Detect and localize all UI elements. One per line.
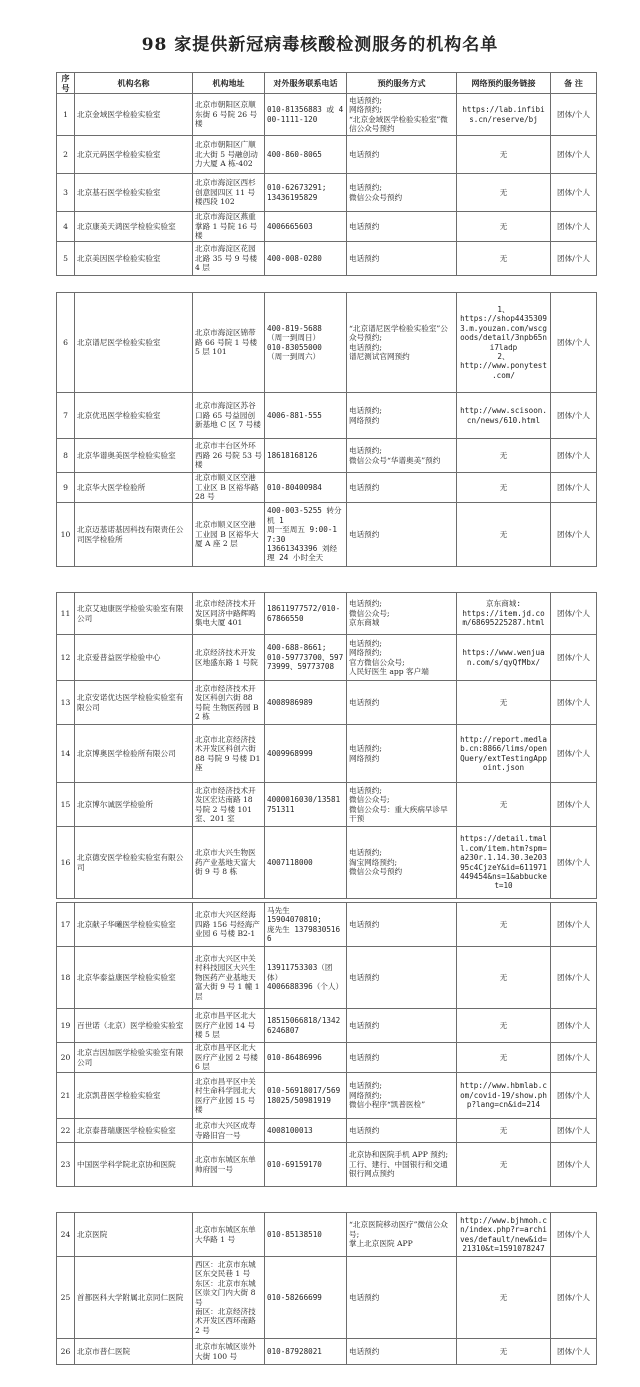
service-scope: 团体/个人 <box>551 947 597 1009</box>
contact-phone: 4006665603 <box>265 212 347 242</box>
institution-address: 北京市昌平区北大医疗产业园 14 号楼 5 层 <box>193 1009 265 1043</box>
service-scope: 团体/个人 <box>551 439 597 473</box>
institution-name: 北京基石医学检验实验室 <box>75 174 193 212</box>
institution-name: 北京迈基诺基因科技有限责任公司医学检验所 <box>75 503 193 567</box>
table-block <box>56 72 597 276</box>
institution-address: 北京市经济技术开发区宏达南路 18 号院 2 号楼 101 室、201 室 <box>193 783 265 827</box>
row-number: 16 <box>57 827 75 899</box>
booking-link: 无 <box>457 212 551 242</box>
page-title: 98 家提供新冠病毒核酸检测服务的机构名单 <box>141 35 499 55</box>
booking-link: 无 <box>457 903 551 947</box>
contact-phone: 4008986989 <box>265 681 347 725</box>
institution-address: 北京经济技术开发区地盛东路 1 号院 <box>193 635 265 681</box>
row-number: 26 <box>57 1339 75 1365</box>
table-row <box>57 136 597 174</box>
institution-address: 北京市朝阳区京顺东街 6 号院 26 号楼 <box>193 94 265 136</box>
row-number: 20 <box>57 1043 75 1073</box>
table-block <box>56 592 597 899</box>
institution-name: 北京泰普瑞康医学检验实验室 <box>75 1119 193 1143</box>
table-row <box>57 393 597 439</box>
contact-phone: 4006-881-555 <box>265 393 347 439</box>
table-row <box>57 1043 597 1073</box>
row-number: 2 <box>57 136 75 174</box>
row-number: 24 <box>57 1213 75 1257</box>
booking-link: 无 <box>457 783 551 827</box>
contact-phone: 010-58266699 <box>265 1257 347 1339</box>
column-header: 机构名称 <box>75 73 193 94</box>
booking-method: 电话预约 <box>347 903 457 947</box>
contact-phone: 400-819-5688 （周一到周日） 010-83055000 （周一到周六） <box>265 293 347 393</box>
table-row <box>57 1119 597 1143</box>
contact-phone: 马先生 15904070810; 庞先生 13798305166 <box>265 903 347 947</box>
row-number: 10 <box>57 503 75 567</box>
row-number: 5 <box>57 242 75 276</box>
service-scope: 团体/个人 <box>551 1257 597 1339</box>
institution-name: 北京华谱奥美医学检验实验室 <box>75 439 193 473</box>
institution-name: 北京凯普医学检验实验室 <box>75 1073 193 1119</box>
contact-phone: 010-56918017/56918025/50981919 <box>265 1073 347 1119</box>
institution-address: 北京市海淀区花园北路 35 号 9 号楼 4 层 <box>193 242 265 276</box>
service-scope: 团体/个人 <box>551 503 597 567</box>
institution-name: 北京博尔诚医学检验所 <box>75 783 193 827</box>
institution-name: 北京华泰益康医学检验实验室 <box>75 947 193 1009</box>
contact-phone: 010-86486996 <box>265 1043 347 1073</box>
booking-method: 电话预约; 网络预约 <box>347 725 457 783</box>
institution-address: 北京市大兴生物医药产业基地天富大街 9 号 8 栋 <box>193 827 265 899</box>
institution-address: 西区：北京市东城区东交民巷 1 号 东区：北京市东城区崇文门内大街 8 号 南区：北京经济技术开发区西环南路 2 号 <box>193 1257 265 1339</box>
institution-address: 北京市东城区东单帅府园一号 <box>193 1143 265 1187</box>
booking-method: 电话预约; 网络预约; 官方微信公众号; 人民好医生 app 客户端 <box>347 635 457 681</box>
column-header: 备 注 <box>551 73 597 94</box>
table-row <box>57 903 597 947</box>
institution-name: 北京博奥医学检验所有限公司 <box>75 725 193 783</box>
institution-address: 北京市大兴区经海四路 156 号经海产业园 6 号楼 B2-1 <box>193 903 265 947</box>
booking-link: 无 <box>457 439 551 473</box>
institution-name: 北京美因医学检验实验室 <box>75 242 193 276</box>
row-number: 1 <box>57 94 75 136</box>
service-scope: 团体/个人 <box>551 1143 597 1187</box>
row-number: 18 <box>57 947 75 1009</box>
row-number: 21 <box>57 1073 75 1119</box>
column-header: 网络预约服务链接 <box>457 73 551 94</box>
table-row <box>57 827 597 899</box>
contact-phone: 400-860-8065 <box>265 136 347 174</box>
service-scope: 团体/个人 <box>551 1339 597 1365</box>
service-scope: 团体/个人 <box>551 1009 597 1043</box>
contact-phone: 13911753303（团体） 4006688396（个人） <box>265 947 347 1009</box>
contact-phone: 010-85138510 <box>265 1213 347 1257</box>
booking-method: “北京谱尼医学检验实验室”公众号预约; 电话预约; 谱尼测试官网预约 <box>347 293 457 393</box>
booking-link: 无 <box>457 1043 551 1073</box>
institution-address: 北京市东城区东单大华路 1 号 <box>193 1213 265 1257</box>
institution-address: 北京市经济技术开发区科创六街 88 号院 生物医药园 B2 栋 <box>193 681 265 725</box>
institution-address: 北京市朝阳区广顺北大街 5 号融创动力大厦 A 栋-402 <box>193 136 265 174</box>
booking-method: “北京医院移动医疗”微信公众号; 掌上北京医院 APP <box>347 1213 457 1257</box>
service-scope: 团体/个人 <box>551 212 597 242</box>
booking-link: 无 <box>457 473 551 503</box>
booking-method: 电话预约 <box>347 242 457 276</box>
booking-method: 电话预约; 网络预约; 微信小程序“凯普医检” <box>347 1073 457 1119</box>
contact-phone: 18618168126 <box>265 439 347 473</box>
row-number: 14 <box>57 725 75 783</box>
booking-link[interactable]: http://www.hbmlab.com/covid-19/show.php?lang=cn&id=214 <box>457 1073 551 1119</box>
row-number: 12 <box>57 635 75 681</box>
institution-name: 北京华大医学检验所 <box>75 473 193 503</box>
column-header: 机构地址 <box>193 73 265 94</box>
contact-phone: 18515066818/13426246807 <box>265 1009 347 1043</box>
booking-method: 电话预约 <box>347 212 457 242</box>
institution-name: 北京爱普益医学检验中心 <box>75 635 193 681</box>
contact-phone: 400-003-5255 转分机 1 周一至周五 9:00-17:30 13661343396 刘经理 24 小时全天 <box>265 503 347 567</box>
row-number: 25 <box>57 1257 75 1339</box>
booking-link: 无 <box>457 947 551 1009</box>
contact-phone: 4007118000 <box>265 827 347 899</box>
booking-method: 电话预约; 微信公众号预约 <box>347 174 457 212</box>
service-scope: 团体/个人 <box>551 635 597 681</box>
booking-link: 无 <box>457 681 551 725</box>
contact-phone: 400-688-8661; 010-59773700、59773999、59773708 <box>265 635 347 681</box>
booking-link: 无 <box>457 174 551 212</box>
table-row <box>57 1143 597 1187</box>
booking-link[interactable]: http://report.medlab.cn:8866/lims/openQuery/extTestingAppoint.json <box>457 725 551 783</box>
institution-address: 北京市经济技术开发区同济中路辉鸣集电大厦 401 <box>193 593 265 635</box>
booking-link: 无 <box>457 1339 551 1365</box>
table-row <box>57 174 597 212</box>
row-number: 9 <box>57 473 75 503</box>
booking-link[interactable]: https://detail.tmall.com/item.htm?spm=a230r.1.14.30.3e20395c4CjzeY&id=611971449454&ns=1&abbucket=10 <box>457 827 551 899</box>
service-scope: 团体/个人 <box>551 94 597 136</box>
service-scope: 团体/个人 <box>551 473 597 503</box>
institution-address: 北京市海淀区锦带路 66 号院 1 号楼 5 层 101 <box>193 293 265 393</box>
contact-phone: 010-62673291; 13436195829 <box>265 174 347 212</box>
booking-link: 无 <box>457 242 551 276</box>
contact-phone: 400-008-0280 <box>265 242 347 276</box>
contact-phone: 010-87928021 <box>265 1339 347 1365</box>
booking-link: 无 <box>457 1009 551 1043</box>
row-number: 4 <box>57 212 75 242</box>
institution-address: 北京市昌平区中关村生命科学园北大医疗产业园 15 号楼 <box>193 1073 265 1119</box>
table-row <box>57 94 597 136</box>
institution-name: 北京康美天鸿医学检验实验室 <box>75 212 193 242</box>
contact-phone: 010-69159170 <box>265 1143 347 1187</box>
row-number: 8 <box>57 439 75 473</box>
row-number: 23 <box>57 1143 75 1187</box>
row-number: 6 <box>57 293 75 393</box>
table-block <box>56 902 597 1187</box>
institution-address: 北京市东城区崇外大街 100 号 <box>193 1339 265 1365</box>
row-number: 7 <box>57 393 75 439</box>
booking-method: 电话预约 <box>347 681 457 725</box>
institution-name: 百世诺（北京）医学检验实验室 <box>75 1009 193 1043</box>
service-scope: 团体/个人 <box>551 783 597 827</box>
institution-address: 北京市海淀区西杉创意园四区 11 号楼西段 102 <box>193 174 265 212</box>
table-row <box>57 242 597 276</box>
booking-method: 电话预约 <box>347 947 457 1009</box>
table-row <box>57 1073 597 1119</box>
booking-method: 北京协和医院手机 APP 预约; 工行、建行、中国银行和交通银行网点预约 <box>347 1143 457 1187</box>
column-header: 对外服务联系电话 <box>265 73 347 94</box>
contact-phone: 4000016030/13581751311 <box>265 783 347 827</box>
booking-link[interactable]: https://lab.infibis.cn/reserve/bj <box>457 94 551 136</box>
service-scope: 团体/个人 <box>551 242 597 276</box>
institution-address: 北京市顺义区空港工业区 B 区裕华路 28 号 <box>193 473 265 503</box>
institution-name: 中国医学科学院北京协和医院 <box>75 1143 193 1187</box>
row-number: 13 <box>57 681 75 725</box>
booking-method: 电话预约 <box>347 1339 457 1365</box>
table-row <box>57 1339 597 1365</box>
institution-name: 北京医院 <box>75 1213 193 1257</box>
booking-method: 电话预约; 微信公众号“华谱奥美”预约 <box>347 439 457 473</box>
service-scope: 团体/个人 <box>551 827 597 899</box>
service-scope: 团体/个人 <box>551 593 597 635</box>
table-row <box>57 725 597 783</box>
booking-method: 电话预约 <box>347 1257 457 1339</box>
contact-phone: 010-81356883 或 400-1111-120 <box>265 94 347 136</box>
service-scope: 团体/个人 <box>551 136 597 174</box>
table-row <box>57 783 597 827</box>
booking-link[interactable]: 京东商城: https://item.jd.com/68695225287.html <box>457 593 551 635</box>
table-row <box>57 593 597 635</box>
service-scope: 团体/个人 <box>551 681 597 725</box>
booking-method: 电话预约 <box>347 1043 457 1073</box>
table-row <box>57 439 597 473</box>
institution-name: 北京谱尼医学检验实验室 <box>75 293 193 393</box>
row-number: 17 <box>57 903 75 947</box>
service-scope: 团体/个人 <box>551 903 597 947</box>
row-number: 3 <box>57 174 75 212</box>
institution-address: 北京市昌平区北大医疗产业园 2 号楼 6 层 <box>193 1043 265 1073</box>
booking-method: 电话预约; 网络预约; “北京金域医学检验实验室”微信公众号预约 <box>347 94 457 136</box>
booking-link: 无 <box>457 1119 551 1143</box>
row-number: 22 <box>57 1119 75 1143</box>
row-number: 19 <box>57 1009 75 1043</box>
service-scope: 团体/个人 <box>551 174 597 212</box>
service-scope: 团体/个人 <box>551 1043 597 1073</box>
booking-link[interactable]: http://www.bjhmoh.cn/index.php?r=archives/default/new&id=21310&t=1591078247 <box>457 1213 551 1257</box>
booking-link: 无 <box>457 1143 551 1187</box>
institution-name: 北京安诺优达医学检验实验室有限公司 <box>75 681 193 725</box>
institution-name: 北京德安医学检验实验室有限公司 <box>75 827 193 899</box>
contact-phone: 4009968999 <box>265 725 347 783</box>
table-row <box>57 947 597 1009</box>
booking-link: 无 <box>457 503 551 567</box>
booking-method: 电话预约 <box>347 1119 457 1143</box>
institution-address: 北京市海淀区燕重掌路 1 号院 16 号楼 <box>193 212 265 242</box>
booking-method: 电话预约; 网络预约 <box>347 393 457 439</box>
contact-phone: 4008100013 <box>265 1119 347 1143</box>
institution-name: 北京优迅医学检验实验室 <box>75 393 193 439</box>
table-row <box>57 635 597 681</box>
institution-name: 北京艾迪康医学检验实验室有限公司 <box>75 593 193 635</box>
booking-method: 电话预约 <box>347 136 457 174</box>
institution-name: 北京元码医学检验实验室 <box>75 136 193 174</box>
booking-method: 电话预约 <box>347 1009 457 1043</box>
booking-link[interactable]: http://www.scisoon. cn/news/610.html <box>457 393 551 439</box>
table-block <box>56 292 597 567</box>
booking-link: 无 <box>457 136 551 174</box>
service-scope: 团体/个人 <box>551 1119 597 1143</box>
booking-link[interactable]: 1、 https://shop4435309 3.m.youzan.com/wscgoods/detail/3npb65n i7ladp 2、 http://www.ponytest .com/ <box>457 293 551 393</box>
service-scope: 团体/个人 <box>551 725 597 783</box>
institution-name: 北京金域医学检验实验室 <box>75 94 193 136</box>
service-scope: 团体/个人 <box>551 293 597 393</box>
contact-phone: 010-80400984 <box>265 473 347 503</box>
table-header-row <box>57 73 597 94</box>
booking-link: 无 <box>457 1257 551 1339</box>
table-row <box>57 473 597 503</box>
table-row <box>57 1257 597 1339</box>
booking-method: 电话预约; 微信公众号; 微信公众号：重大疾病早诊早干预 <box>347 783 457 827</box>
table-row <box>57 1213 597 1257</box>
institution-name: 北京吉因加医学检验实验室有限公司 <box>75 1043 193 1073</box>
booking-method: 电话预约; 微信公众号; 京东商城 <box>347 593 457 635</box>
institution-name: 北京市普仁医院 <box>75 1339 193 1365</box>
contact-phone: 18611977572/010-67866550 <box>265 593 347 635</box>
institution-name: 首都医科大学附属北京同仁医院 <box>75 1257 193 1339</box>
column-header: 预约服务方式 <box>347 73 457 94</box>
row-number: 15 <box>57 783 75 827</box>
institution-address: 北京市海淀区苏谷口路 65 号益园创新基地 C 区 7 号楼 <box>193 393 265 439</box>
row-number: 11 <box>57 593 75 635</box>
booking-method: 电话预约 <box>347 473 457 503</box>
booking-method: 电话预约; 淘宝网络预约; 微信公众号预约 <box>347 827 457 899</box>
institution-address: 北京市北京经济技术开发区科创六街 88 号院 9 号楼 D1 座 <box>193 725 265 783</box>
table-row <box>57 1009 597 1043</box>
table-row <box>57 681 597 725</box>
table-row <box>57 212 597 242</box>
service-scope: 团体/个人 <box>551 1213 597 1257</box>
institution-address: 北京市顺义区空港工业园 B 区裕华大厦 A 座 2 层 <box>193 503 265 567</box>
institution-address: 北京市丰台区外环西路 26 号院 53 号楼 <box>193 439 265 473</box>
booking-link[interactable]: https://www.wenjuan.com/s/qyQfMbx/ <box>457 635 551 681</box>
table-block <box>56 1212 597 1365</box>
column-header: 序号 <box>57 73 75 94</box>
institution-address: 北京市大兴区成寿寺路旧宫一号 <box>193 1119 265 1143</box>
institution-address: 北京市大兴区中关村科技园区大兴生物医药产业基地天富大街 9 号 1 幢 1 层 <box>193 947 265 1009</box>
booking-method: 电话预约 <box>347 503 457 567</box>
table-row <box>57 293 597 393</box>
institution-name: 北京献子华曦医学检验实验室 <box>75 903 193 947</box>
table-row <box>57 503 597 567</box>
service-scope: 团体/个人 <box>551 1073 597 1119</box>
service-scope: 团体/个人 <box>551 393 597 439</box>
